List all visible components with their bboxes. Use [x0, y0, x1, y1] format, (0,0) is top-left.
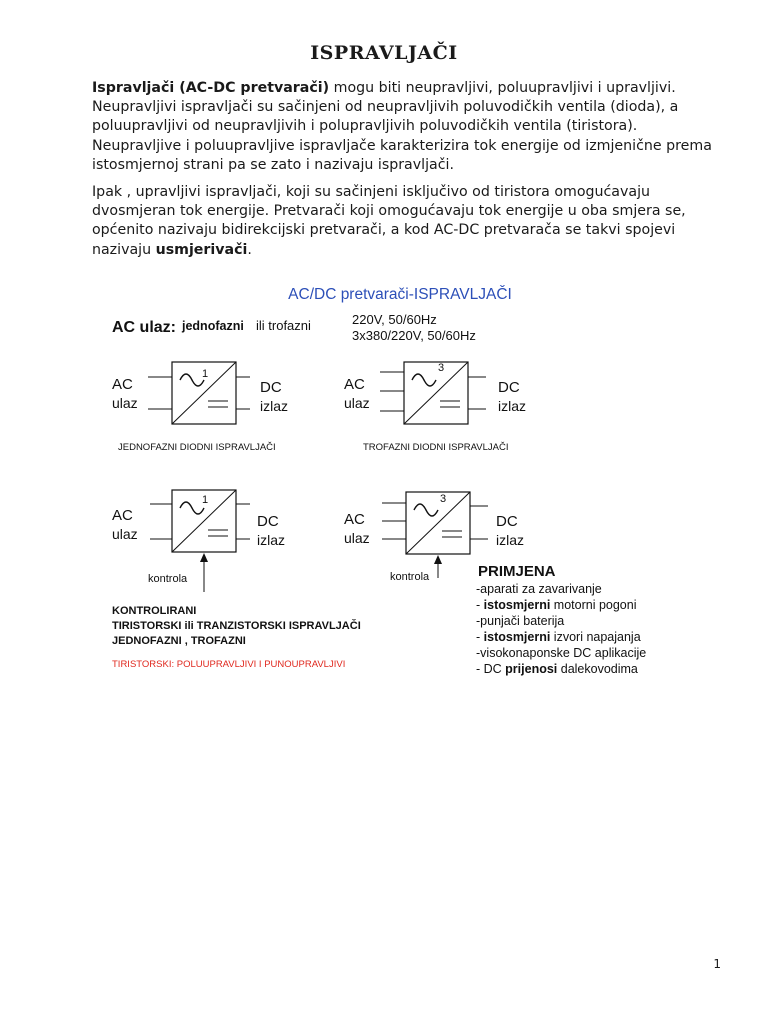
dc-label: DC	[498, 379, 520, 396]
application-item-text: -	[476, 630, 484, 644]
phase-number: 3	[438, 362, 445, 374]
application-item-text: motorni pogoni	[550, 598, 637, 612]
application-item	[476, 630, 641, 644]
ulaz-label: ulaz	[344, 530, 370, 546]
paragraph-line	[92, 241, 732, 260]
application-item	[476, 662, 638, 676]
caption-three-diode: TROFAZNI DIODNI ISPRAVLJAČI	[363, 442, 509, 453]
rectifier-diagram	[100, 280, 680, 690]
page-number: 1	[713, 957, 721, 971]
izlaz-label: izlaz	[260, 398, 289, 414]
applications-list	[476, 582, 646, 676]
application-item-bold: istosmjerni	[483, 598, 551, 612]
intro-paragraph	[92, 79, 732, 175]
application-item-text: - DC	[476, 662, 506, 676]
single-phase-controlled-rectifier	[112, 490, 285, 592]
control-label: kontrola	[148, 573, 188, 585]
text-span: .	[247, 241, 252, 258]
ulaz-label: ulaz	[112, 395, 138, 411]
phases-label: JEDNOFAZNI , TROFAZNI	[112, 635, 246, 647]
paragraph-line: Neupravljive i poluupravljive ispravljače karakterizira tok energije od izmjenične prema	[92, 137, 712, 154]
thyristor-label: TIRISTORSKI ili TRANZISTORSKI ISPRAVLJAČI	[112, 620, 361, 632]
dc-label: DC	[260, 379, 282, 396]
voltage-single: 220V, 50/60Hz	[352, 312, 437, 327]
paragraph-line: poluupravljivi od neupravljivih i polupravljivih poluvodičkih ventila (tiristora).	[92, 118, 638, 135]
ulaz-label: ulaz	[344, 395, 370, 411]
phase-number: 3	[440, 493, 447, 505]
voltage-three: 3x380/220V, 50/60Hz	[352, 328, 476, 343]
paragraph-line: dvosmjeran tok energije. Pretvarači koji omogućavaju tok energije u oba smjera se,	[92, 203, 686, 220]
text-span: mogu biti neupravljivi, poluupravljivi i upravljivi.	[329, 80, 676, 96]
ac-label: AC	[344, 376, 365, 393]
ac-input-label: AC ulaz:	[112, 319, 176, 336]
phase-number: 1	[202, 368, 209, 380]
text-span: nazivaju	[92, 241, 156, 258]
ac-label: AC	[344, 511, 365, 528]
single-phase-label: jednofazni	[182, 319, 244, 333]
paragraph-line: istosmjernoj strani pa se zato i nazivaju ispravljači.	[92, 156, 454, 173]
thyristor-note: TIRISTORSKI: POLUUPRAVLJIVI I PUNOUPRAVLJIVI	[112, 659, 346, 670]
bold-term: Ispravljači (AC-DC pretvarači)	[92, 80, 330, 96]
izlaz-label: izlaz	[498, 398, 527, 414]
application-item-text: -	[476, 598, 484, 612]
application-item-text: -punjači baterija	[476, 614, 565, 628]
application-item-bold: istosmjerni	[483, 630, 551, 644]
application-item-bold: prijenosi	[505, 662, 558, 676]
three-phase-label: ili trofazni	[256, 318, 311, 333]
paragraph-line: Ipak , upravljivi ispravljači, koji su sačinjeni isključivo od tiristora omogućavaju	[92, 184, 651, 200]
izlaz-label: izlaz	[257, 532, 286, 548]
ac-label: AC	[112, 507, 133, 524]
control-label: kontrola	[390, 571, 430, 583]
phase-number: 1	[202, 494, 209, 506]
paragraph-line: općenito nazivaju bidirekcijski pretvarači, a kod AC-DC pretvarača se takvi spojevi	[92, 222, 676, 239]
second-paragraph	[92, 183, 732, 260]
page-title: ISPRAVLJAČI	[310, 42, 458, 64]
ac-label: AC	[112, 376, 133, 393]
application-item-text: -visokonaponske DC aplikacije	[476, 646, 647, 660]
application-item	[476, 646, 646, 660]
paragraph-line	[92, 79, 732, 98]
ulaz-label: ulaz	[112, 526, 138, 542]
paragraph-line: Neupravljivi ispravljači su sačinjeni od neupravljivih poluvodičkih ventila (dioda), a	[92, 99, 679, 116]
dc-label: DC	[257, 513, 279, 530]
bold-term: usmjerivači	[155, 241, 248, 258]
application-item-text: izvori napajanja	[550, 630, 641, 644]
application-item-text: dalekovodima	[557, 662, 638, 676]
figure-heading: AC/DC pretvarači-ISPRAVLJAČI	[288, 286, 512, 303]
application-item	[476, 598, 637, 612]
controlled-label: KONTROLIRANI	[112, 605, 197, 617]
application-item-text: -aparati za zavarivanje	[476, 582, 602, 596]
applications-heading: PRIMJENA	[478, 563, 556, 580]
caption-single-diode: JEDNOFAZNI DIODNI ISPRAVLJAČI	[118, 442, 276, 453]
three-phase-diode-rectifier	[344, 362, 526, 453]
dc-label: DC	[496, 513, 518, 530]
application-item	[476, 582, 602, 596]
izlaz-label: izlaz	[496, 532, 525, 548]
application-item	[476, 614, 564, 628]
single-phase-diode-rectifier	[112, 362, 288, 453]
